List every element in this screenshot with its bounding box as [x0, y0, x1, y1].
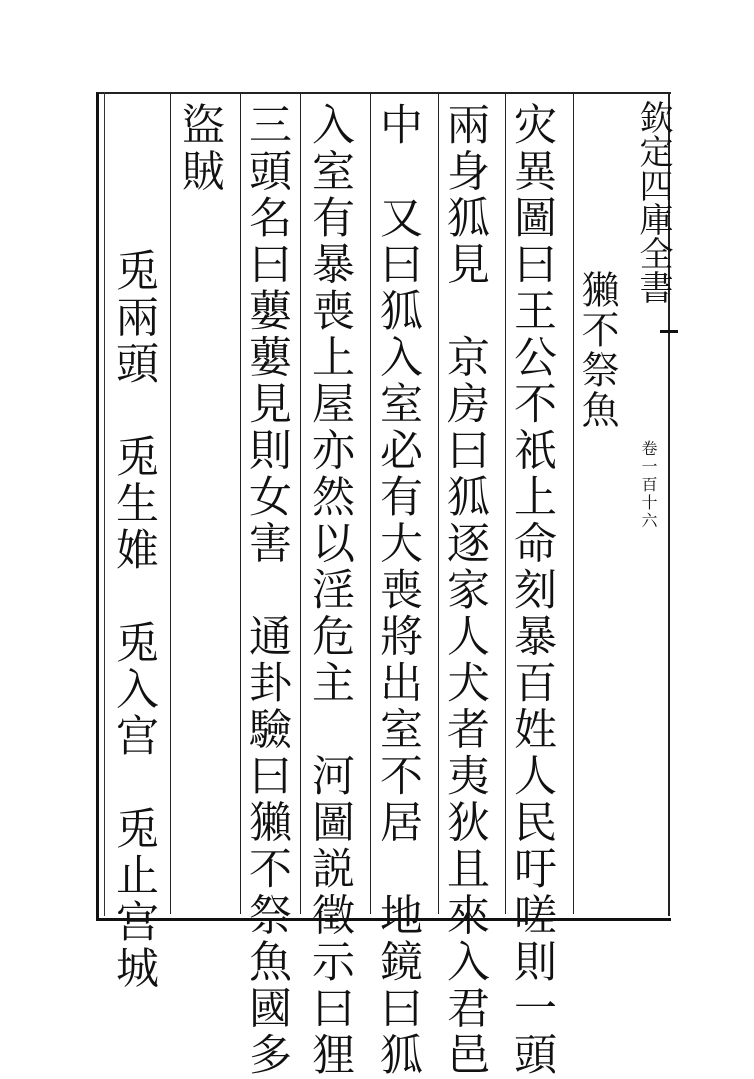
column-rule — [240, 94, 241, 914]
column-rule — [300, 94, 301, 914]
text-column-7: 兎兩頭 兎生婎 兎入宫 兎止宫城 — [109, 248, 159, 992]
column-rule — [370, 94, 371, 914]
column-rule — [505, 94, 506, 914]
fishtail-mark — [660, 330, 678, 347]
text-column-2: 兩身狐見 京房曰狐逐家人犬者夷狄且來入君邑 — [440, 102, 490, 1079]
book-title: 欽定四庫全書 — [633, 100, 673, 304]
volume-label: 卷一百十六 — [639, 440, 658, 530]
frame-inner-rule — [104, 92, 106, 916]
section-title: 獺不祭魚 — [575, 270, 619, 430]
text-column-6: 盜賊 — [175, 102, 225, 195]
text-column-1: 灾異圖曰王公不祇上命刻暴百姓人民吁嗟則一頭 — [507, 102, 557, 1079]
column-rule — [170, 94, 171, 914]
text-column-5: 三頭名曰蘡蘡見則女害 通卦驗曰獺不祭魚國多 — [242, 102, 292, 1079]
text-column-4: 入室有暴喪上屋亦然以淫危主 河圖説徵示曰狸 — [305, 102, 355, 1079]
column-rule — [573, 94, 574, 914]
column-rule — [438, 94, 439, 914]
text-column-3: 中 又曰狐入室必有大喪將出室不居 地鏡曰狐 — [373, 102, 423, 1079]
